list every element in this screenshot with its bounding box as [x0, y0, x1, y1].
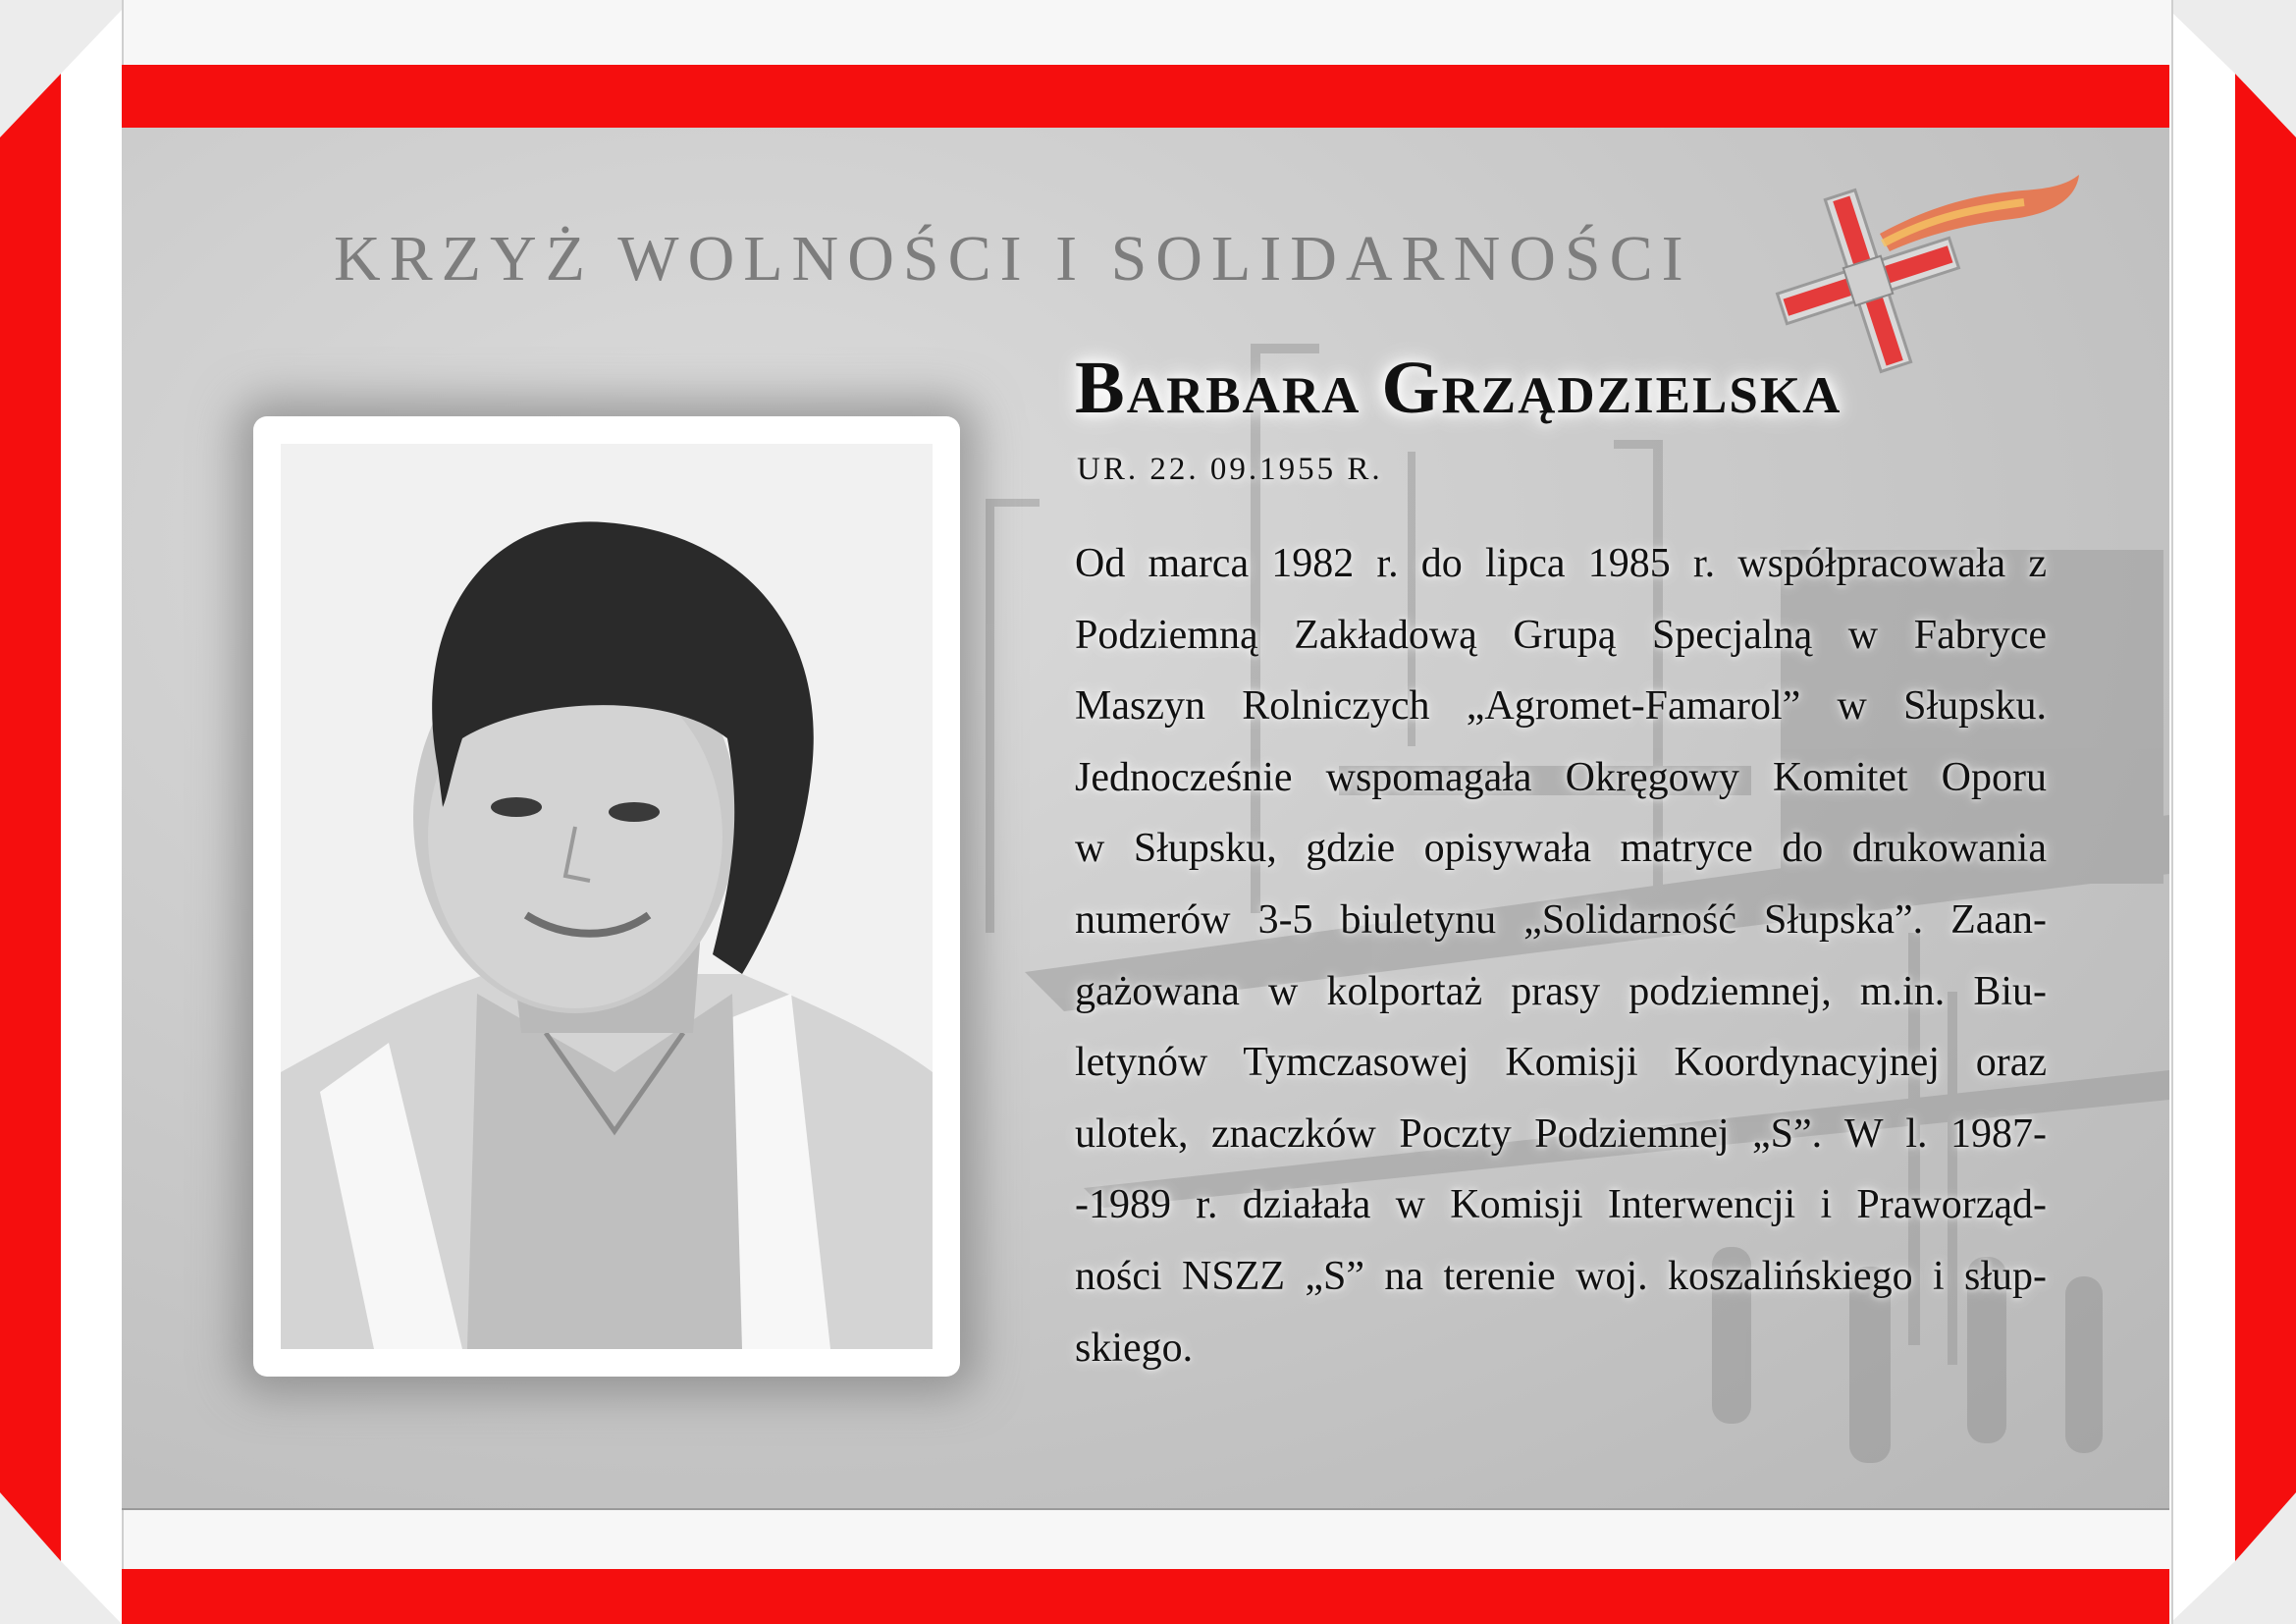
bio-line: letynów Tymczasowej Komisji Koordynacyjnej oraz [1075, 1040, 2047, 1086]
bio-line: Jednocześnie wspomagała Okręgowy Komitet Oporu [1075, 754, 2047, 800]
bio-line: ulotek, znaczków Poczty Podziemnej „S”. W l. 1987- [1075, 1110, 2047, 1157]
bio-line: numerów 3-5 biuletynu „Solidarność Słupska”. Zaan- [1075, 896, 2047, 943]
bottom-red-stripe [122, 1569, 2169, 1624]
bio-line: -1989 r. działała w Komisji Interwencji i Praworząd- [1075, 1182, 2047, 1228]
bio-line: Maszyn Rolniczych „Agromet-Famarol” w Słupsku. [1075, 683, 2047, 730]
bio-line: w Słupsku, gdzie opisywała matryce do drukowania [1075, 826, 2047, 872]
award-heading: KRZYŻ WOLNOŚCI I SOLIDARNOŚCI [334, 223, 1692, 295]
bio-line: ności NSZZ „S” na terenie woj. koszalińskiego i słup- [1075, 1253, 2047, 1299]
bio-line: skiego. [1075, 1325, 1194, 1371]
biography-text [1075, 528, 2047, 1383]
bio-line: Podziemną Zakładową Grupą Specjalną w Fabryce [1075, 612, 2047, 658]
right-red-border-decoration [2169, 0, 2296, 1624]
left-red-border-decoration [0, 0, 122, 1624]
birth-date: UR. 22. 09.1955 R. [1077, 452, 1383, 487]
black-and-white-portrait-photo-icon [281, 444, 933, 1349]
portrait-photo-frame [253, 416, 960, 1377]
bio-line: Od marca 1982 r. do lipca 1985 r. współpracowała z [1075, 541, 2047, 586]
bio-line: gażowana w kolportaż prasy podziemnej, m.in. Biu- [1075, 968, 2047, 1014]
top-red-stripe [122, 65, 2169, 128]
person-name: Barbara Grządzielska [1075, 347, 1842, 429]
